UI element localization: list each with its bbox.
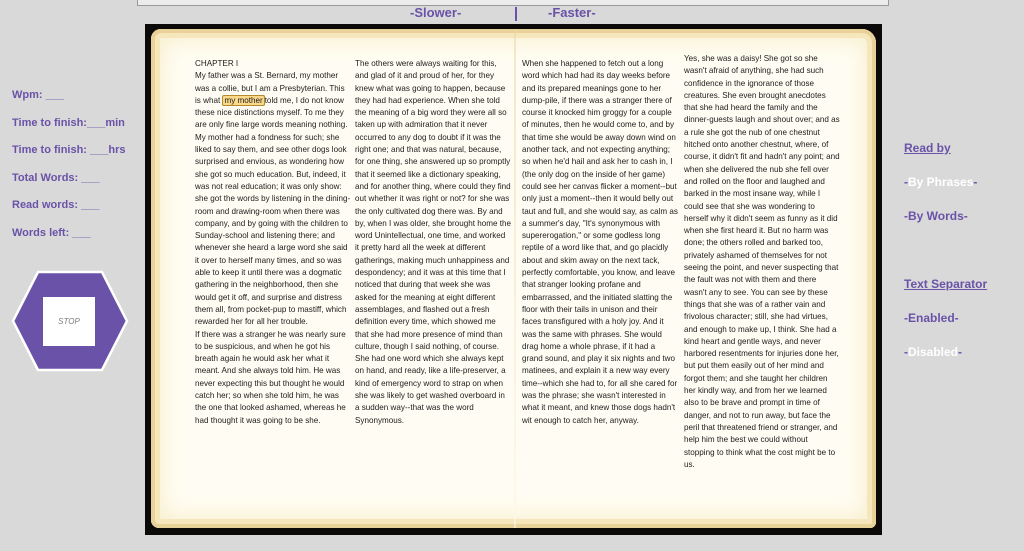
total-words-stat: Total Words: ___ (12, 171, 100, 184)
by-phrases-option[interactable] (904, 175, 1024, 209)
dash-right: - (958, 345, 963, 359)
book-pages (151, 29, 876, 528)
reading-stats-panel (12, 89, 142, 255)
wpm-stat: Wpm: ___ (12, 89, 64, 101)
column-1-text-before: My father was a St. Bernard, my mother was a collie, but I am a Presbyterian. This is what (195, 71, 345, 105)
dash-left: - (904, 345, 908, 359)
disabled-option[interactable] (904, 345, 1024, 379)
dash-left: - (904, 175, 908, 189)
column-1-paragraph-2: If there was a stranger he was nearly sure to be suspicious, and when he got his breath again he would ask her what it meant. And she always told him. He was never expecting this but thought he would catch her; so when she told him, he was the one that looked ashamed, whereas he had thought it was going to be she. (195, 329, 346, 425)
text-separator-heading[interactable]: Text Separator (904, 277, 988, 291)
reading-options-panel (904, 141, 1024, 379)
words-left-stat: Words left: ___ (12, 226, 91, 239)
by-phrases-label: By Phrases (908, 175, 974, 189)
stop-control (11, 270, 129, 372)
stop-button[interactable]: STOP (43, 297, 95, 346)
speed-divider (515, 7, 517, 21)
book-frame (145, 24, 882, 535)
slower-button[interactable]: -Slower- (410, 5, 462, 20)
text-column-3: When she happened to fetch out a long word which had had its day weeks before and its prepared meanings gone to her dump-pile, if there was a stranger there of course it knocked him groggy for a couple of minutes, then he would come to, and by that time she would be away down wind on another tack, and not expecting anything; so when he'd hail and ask her to cash in, I (the only dog on the inside of her game) could see her canvas flicker a moment--but only just a moment--then it would belly out taut and full, and she would say, as calm as a summer's day, "It's synonymous with supererogation," or some godless long reptile of a word like that, and go placidly about and skim away on the next tack, perfectly comfortable, you know, and leave that stranger looking profane and embarrassed, and the initiated slatting the floor with their tails in unison and their faces transfigured with a holy joy. And it was the same with phrases. She would drag home a whole phrase, if it had a grand sound, and play it six nights and two matinees, and explain it a new way every time--which she had to, for all she cared for was the phrase; she wasn't interested in what it meant, and knew those dogs hadn't wit enough to catch her, anyway. (522, 59, 678, 425)
read-words-stat: Read words: ___ (12, 199, 100, 212)
dash-right: - (973, 175, 978, 189)
text-column-1 (195, 58, 351, 427)
chapter-title: CHAPTER I (195, 59, 239, 68)
time-to-finish-hrs-stat: Time to finish: ___hrs (12, 144, 126, 157)
disabled-label: Disabled (908, 345, 959, 359)
current-phrase-highlight: my mother (224, 95, 263, 105)
by-words-option[interactable]: -By Words- (904, 209, 968, 223)
read-by-heading[interactable]: Read by (904, 141, 951, 155)
text-column-2: The others were always waiting for this, and glad of it and proud of her, for they knew what was going to happen, because they had had experience. When she told the meaning of a big word they were all so taken up with admiration that it never occurred to any dog to doubt if it was the right one; and that was natural, because, for one thing, she answered up so promptly that it seemed like a dictionary speaking, and for another thing, where could they find out whether it was right or not? for she was the only cultivated dog there was. By and by, when I was older, she brought home the word Unintellectual, one time, and worked it pretty hard all the week at different gatherings, making much unhappiness and despondency; and it was at this time that I noticed that during that week she was asked for the meaning at eight different assemblages, and flashed out a fresh definition every time, which showed me that she had more presence of mind than culture, though I said nothing, of course. She had one word which she always kept on hand, and ready, like a life-preserver, a kind of emergency word to strap on when she was likely to get washed overboard in a sudden way--that was the word Synonymous. (355, 59, 511, 425)
spacer (904, 243, 1024, 277)
enabled-option[interactable]: -Enabled- (904, 311, 959, 325)
faster-button[interactable]: -Faster- (548, 5, 596, 20)
time-to-finish-min-stat: Time to finish:___min (12, 116, 125, 129)
column-1-text-after: told me, I do not know these nice distinctions myself. To me they are only fine large words meaning nothing. My mother had a fondness for such; she liked to say them, and see other dogs look surprised and envious, as wondering how she got so much education. But, indeed, it was not real education; it was only show: she got the words by listening in the dining-room and drawing-room when there was company, and by going with the children to Sunday-school and listening there; and whenever she heard a large word she said it over to herself many times, and so was able to keep it until there was a dogmatic gathering in the neighborhood, then she would get it off, and surprise and distress them all, from pocket-pup to mastiff, which rewarded her for all her trouble. (195, 95, 351, 327)
speed-controls (0, 5, 1024, 21)
text-column-4: Yes, she was a daisy! She got so she wasn't afraid of anything, she had such confidence in the ignorance of those creatures. She even brought anecdotes that she had heard the family and the dinner-guests laugh and shout over; and as a rule she got the nub of one chestnut hitched onto another chestnut, where, of course, it didn't fit and hadn't any point; and when she delivered the nub she fell over and rolled on the floor and laughed and barked in the most insane way, while I could see that she was wondering to herself why it didn't seem as funny as it did when she first heard it. But no harm was done; the others rolled and barked too, privately ashamed of themselves for not seeing the point, and never suspecting that the fault was not with them and there wasn't any to see. You can see by these things that she was of a rather vain and frivolous character; still, she had virtues, and enough to make up, I think. She had a kind heart and gentle ways, and never harbored resentments for injuries done her, but put them easily out of her mind and forgot them; and she taught her children her kindly way, and from her we learned also to be brave and prompt in time of danger, and not to run away, but face the peril that threatened friend or stranger, and help him the best we could without stopping to think what the cost might be to us. (684, 54, 840, 469)
book-gutter (514, 29, 516, 528)
